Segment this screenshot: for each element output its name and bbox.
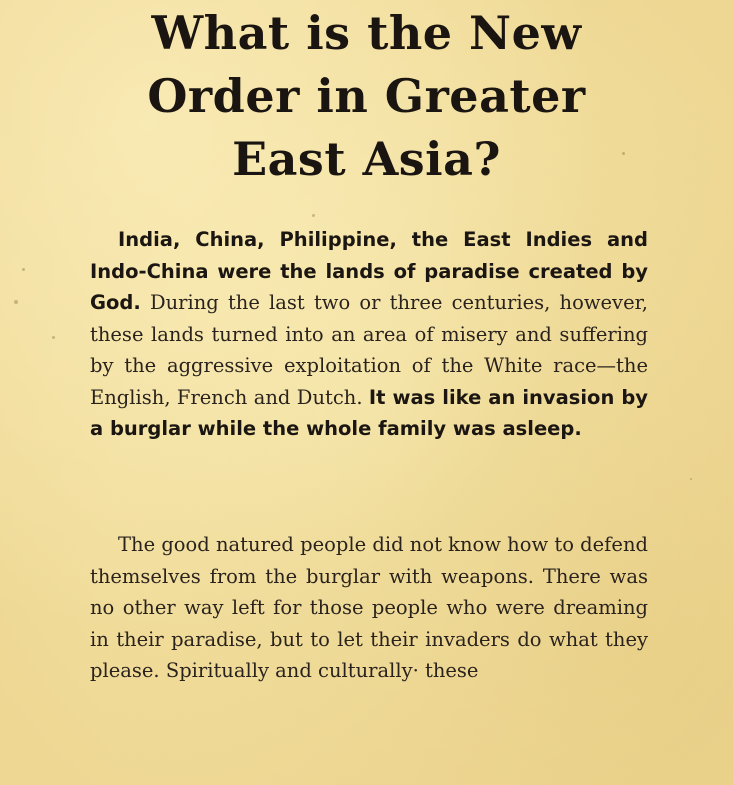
paper-speck: [52, 336, 55, 339]
paper-speck: [14, 300, 18, 304]
paragraph-1-bold-intro: India, China, Philippine, the East Indies and Indo-China were the lands of paradise created by God.: [90, 228, 648, 314]
paragraph-2-body: The good natured people did not know how to defend themselves from the burglar with weapons. There was no other way left for those people who were dreaming in their paradise, but to let their invaders do what they please. Spiritually and culturally· these: [90, 533, 648, 682]
paper-speck: [622, 152, 625, 155]
paragraph-2: [90, 529, 648, 687]
document-title: [0, 0, 733, 191]
paragraph-1-bold-outro: It was like an invasion by a burglar while the whole family was asleep.: [90, 385, 648, 440]
title-line-1: What is the New: [151, 6, 582, 60]
title-line-3: East Asia?: [232, 132, 501, 186]
paper-speck: [312, 214, 315, 217]
paper-speck: [690, 478, 692, 480]
paragraph-1: [90, 224, 648, 445]
title-line-2: Order in Greater: [147, 69, 586, 123]
paragraph-1-body: During the last two or three centuries, however, these lands turned into an area of misery and suffering by the aggressive exploitation of the White race—the English, French and Dutch.: [90, 291, 648, 409]
paper-speck: [22, 268, 25, 271]
